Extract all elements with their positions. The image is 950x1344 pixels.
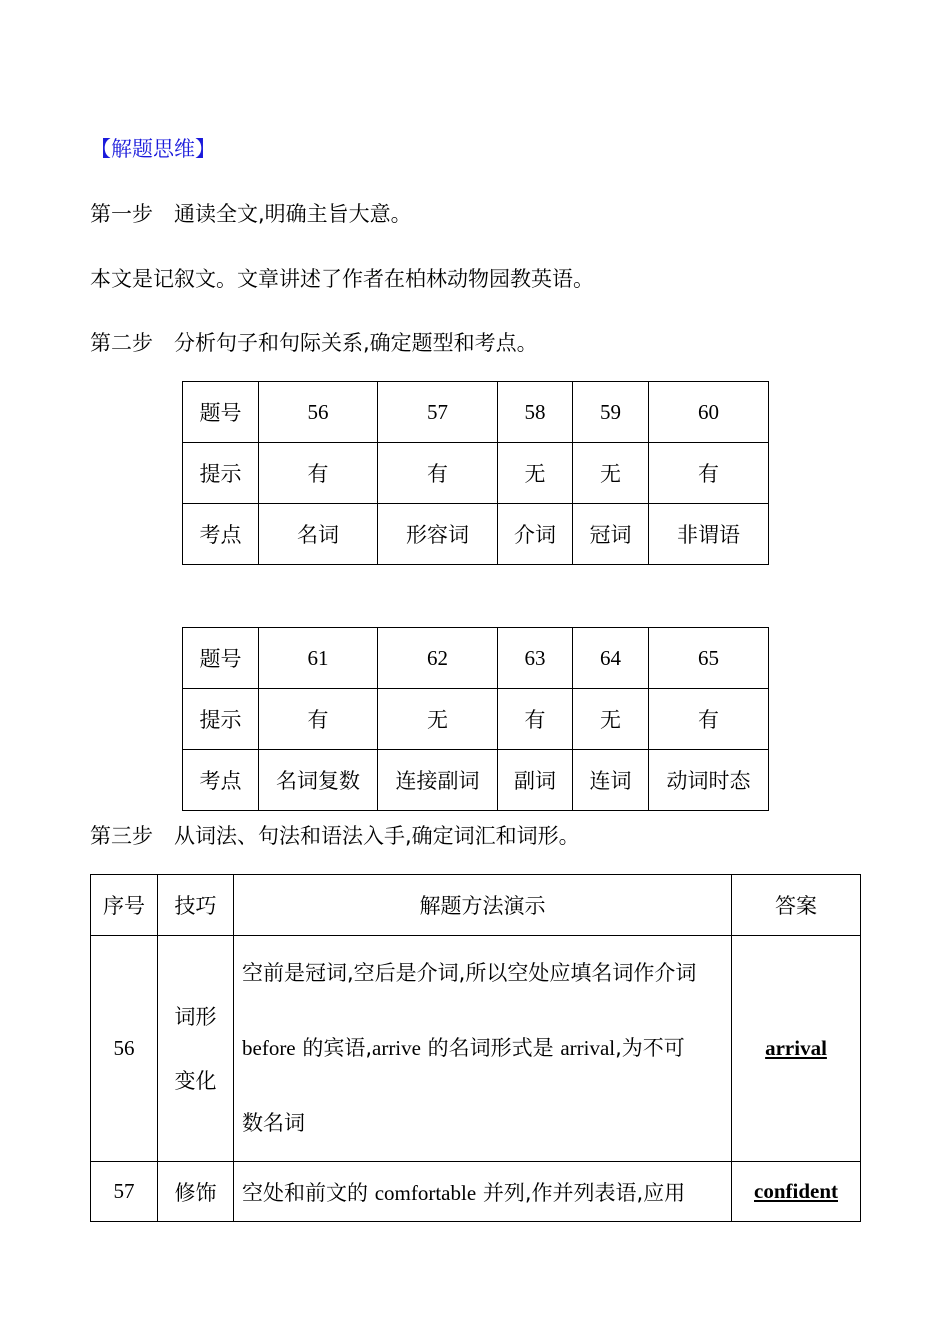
- question-number: 62: [378, 628, 498, 689]
- point-cell: 连接副词: [378, 750, 498, 811]
- question-number: 60: [649, 382, 769, 443]
- header-cell: 序号: [91, 875, 158, 936]
- point-cell: 冠词: [573, 504, 649, 565]
- hint-cell: 有: [259, 689, 378, 750]
- header-cell: 解题方法演示: [234, 875, 732, 936]
- method-cell: [234, 1162, 732, 1222]
- header-cell: 答案: [732, 875, 861, 936]
- point-cell: 动词时态: [649, 750, 769, 811]
- step-two: 第二步 分析句子和句际关系,确定题型和考点。: [90, 331, 538, 355]
- table-header-row: [91, 875, 861, 936]
- step-three: 第三步 从词法、句法和语法入手,确定词汇和词形。: [90, 824, 580, 848]
- method-text: 的宾语,: [295, 1036, 372, 1060]
- section-heading: 【解题思维】: [90, 137, 216, 161]
- method-text: 并列,作并列表语,应用: [476, 1180, 686, 1205]
- english-word: arrival: [560, 1036, 616, 1060]
- question-number: 59: [573, 382, 649, 443]
- question-number: 64: [573, 628, 649, 689]
- table-row: [183, 443, 769, 504]
- question-number: 63: [498, 628, 573, 689]
- point-cell: 副词: [498, 750, 573, 811]
- answer-cell: confident: [732, 1162, 861, 1222]
- table-row: [91, 936, 861, 1162]
- question-number: 56: [259, 382, 378, 443]
- question-table-61-65: [182, 627, 769, 811]
- method-line: 空前是冠词,空后是介词,所以空处应填名词作介词: [242, 961, 697, 985]
- hint-cell: 有: [259, 443, 378, 504]
- english-word: comfortable: [374, 1180, 477, 1205]
- header-cell: 技巧: [158, 875, 234, 936]
- skill-cell: [158, 936, 234, 1162]
- row-label: 题号: [183, 628, 259, 689]
- question-table-56-60: [182, 381, 769, 565]
- hint-cell: 有: [649, 443, 769, 504]
- row-label: 考点: [183, 750, 259, 811]
- table-row: [91, 1162, 861, 1222]
- method-text: ,为不可: [615, 1036, 685, 1060]
- method-text: 的名词形式是: [420, 1036, 561, 1060]
- point-cell: 连词: [573, 750, 649, 811]
- point-cell: 形容词: [378, 504, 498, 565]
- question-number: 65: [649, 628, 769, 689]
- method-cell: [234, 936, 732, 1162]
- table-row: [183, 628, 769, 689]
- english-word: before: [242, 1036, 296, 1060]
- method-line: 数名词: [242, 1111, 305, 1135]
- question-number: 58: [498, 382, 573, 443]
- table-row: [183, 382, 769, 443]
- solution-table: [90, 874, 861, 1222]
- table-row: [183, 504, 769, 565]
- skill-cell: 修饰: [158, 1162, 234, 1222]
- point-cell: 名词复数: [259, 750, 378, 811]
- article-summary: 本文是记叙文。文章讲述了作者在柏林动物园教英语。: [90, 267, 594, 291]
- hint-cell: 有: [378, 443, 498, 504]
- answer-cell: arrival: [732, 936, 861, 1162]
- skill-line: 变化: [174, 1068, 217, 1093]
- question-number: 57: [91, 1162, 158, 1222]
- question-number: 61: [259, 628, 378, 689]
- row-label: 提示: [183, 443, 259, 504]
- hint-cell: 有: [649, 689, 769, 750]
- hint-cell: 无: [378, 689, 498, 750]
- table-row: [183, 689, 769, 750]
- table-row: [183, 750, 769, 811]
- skill-line: 词形: [174, 1004, 217, 1029]
- point-cell: 介词: [498, 504, 573, 565]
- method-line: [242, 1011, 731, 1086]
- point-cell: 非谓语: [649, 504, 769, 565]
- method-text: 空处和前文的: [242, 1180, 375, 1205]
- row-label: 题号: [183, 382, 259, 443]
- hint-cell: 无: [573, 689, 649, 750]
- step-one: 第一步 通读全文,明确主旨大意。: [90, 202, 412, 226]
- english-word: arrive: [372, 1036, 421, 1060]
- question-number: 56: [91, 936, 158, 1162]
- hint-cell: 无: [498, 443, 573, 504]
- row-label: 提示: [183, 689, 259, 750]
- hint-cell: 无: [573, 443, 649, 504]
- row-label: 考点: [183, 504, 259, 565]
- point-cell: 名词: [259, 504, 378, 565]
- question-number: 57: [378, 382, 498, 443]
- hint-cell: 有: [498, 689, 573, 750]
